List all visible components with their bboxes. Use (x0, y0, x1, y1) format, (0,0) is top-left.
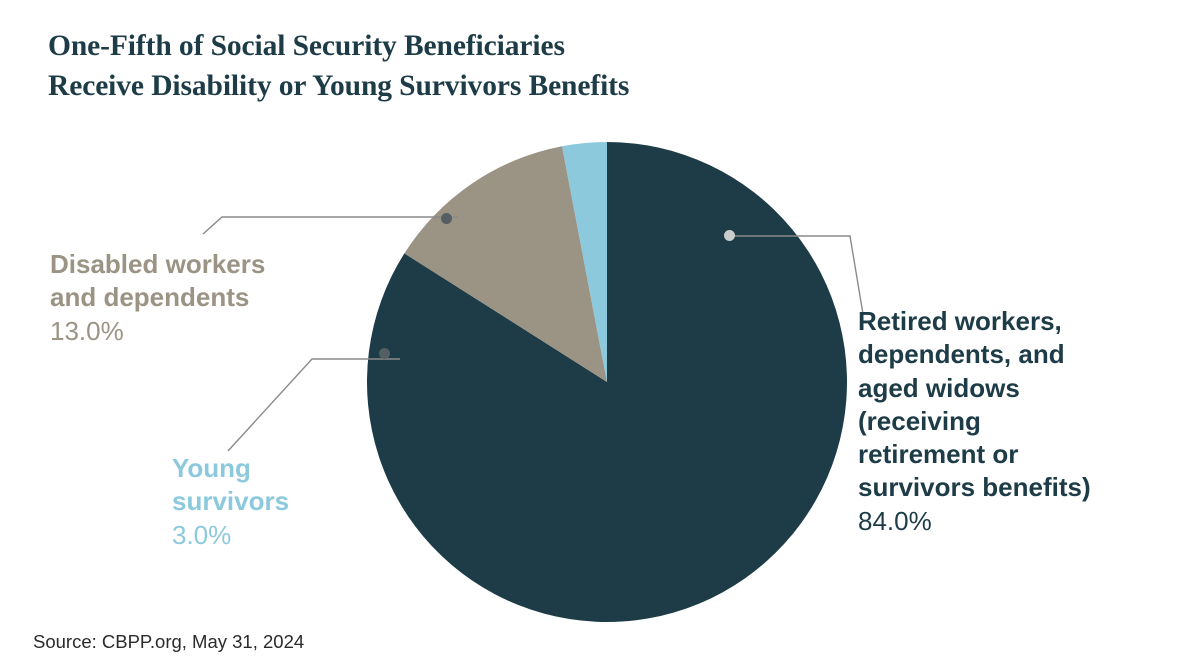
pie-label-retired-line-3: aged widows (858, 372, 1020, 403)
pie-label-disabled (50, 248, 350, 348)
pie-label-young-line-1: Young (172, 453, 251, 483)
leader-dot-disabled (441, 213, 452, 224)
pie-label-retired-value: 84.0% (858, 505, 932, 536)
pie-label-young-value: 3.0% (172, 519, 232, 550)
page-title-line-2: Receive Disability or Young Survivors Benefits (48, 70, 630, 103)
pie-chart (367, 142, 847, 622)
pie-label-retired-line-2: dependents, and (858, 339, 1065, 370)
pie-label-retired-line-5: retirement or (858, 439, 1019, 470)
leader-dot-young (379, 348, 390, 359)
pie-label-disabled-line-1: Disabled workers (50, 249, 266, 279)
pie-label-retired (858, 305, 1188, 538)
page-title-line-1: One-Fifth of Social Security Beneficiaries (48, 30, 565, 62)
pie-label-retired-line-1: Retired workers, (858, 306, 1062, 336)
pie-label-retired-line-4: (receiving (858, 405, 981, 436)
pie-chart-svg (367, 142, 847, 622)
pie-label-disabled-line-2: and dependents (50, 282, 250, 313)
page-title (48, 26, 948, 107)
pie-label-disabled-value: 13.0% (50, 315, 124, 346)
leader-dot-retired (724, 230, 735, 241)
source-note: Source: CBPP.org, May 31, 2024 (33, 631, 305, 652)
pie-label-retired-line-6: survivors benefits) (858, 472, 1091, 503)
pie-label-young-line-2: survivors (172, 486, 290, 517)
pie-label-young (172, 452, 362, 552)
